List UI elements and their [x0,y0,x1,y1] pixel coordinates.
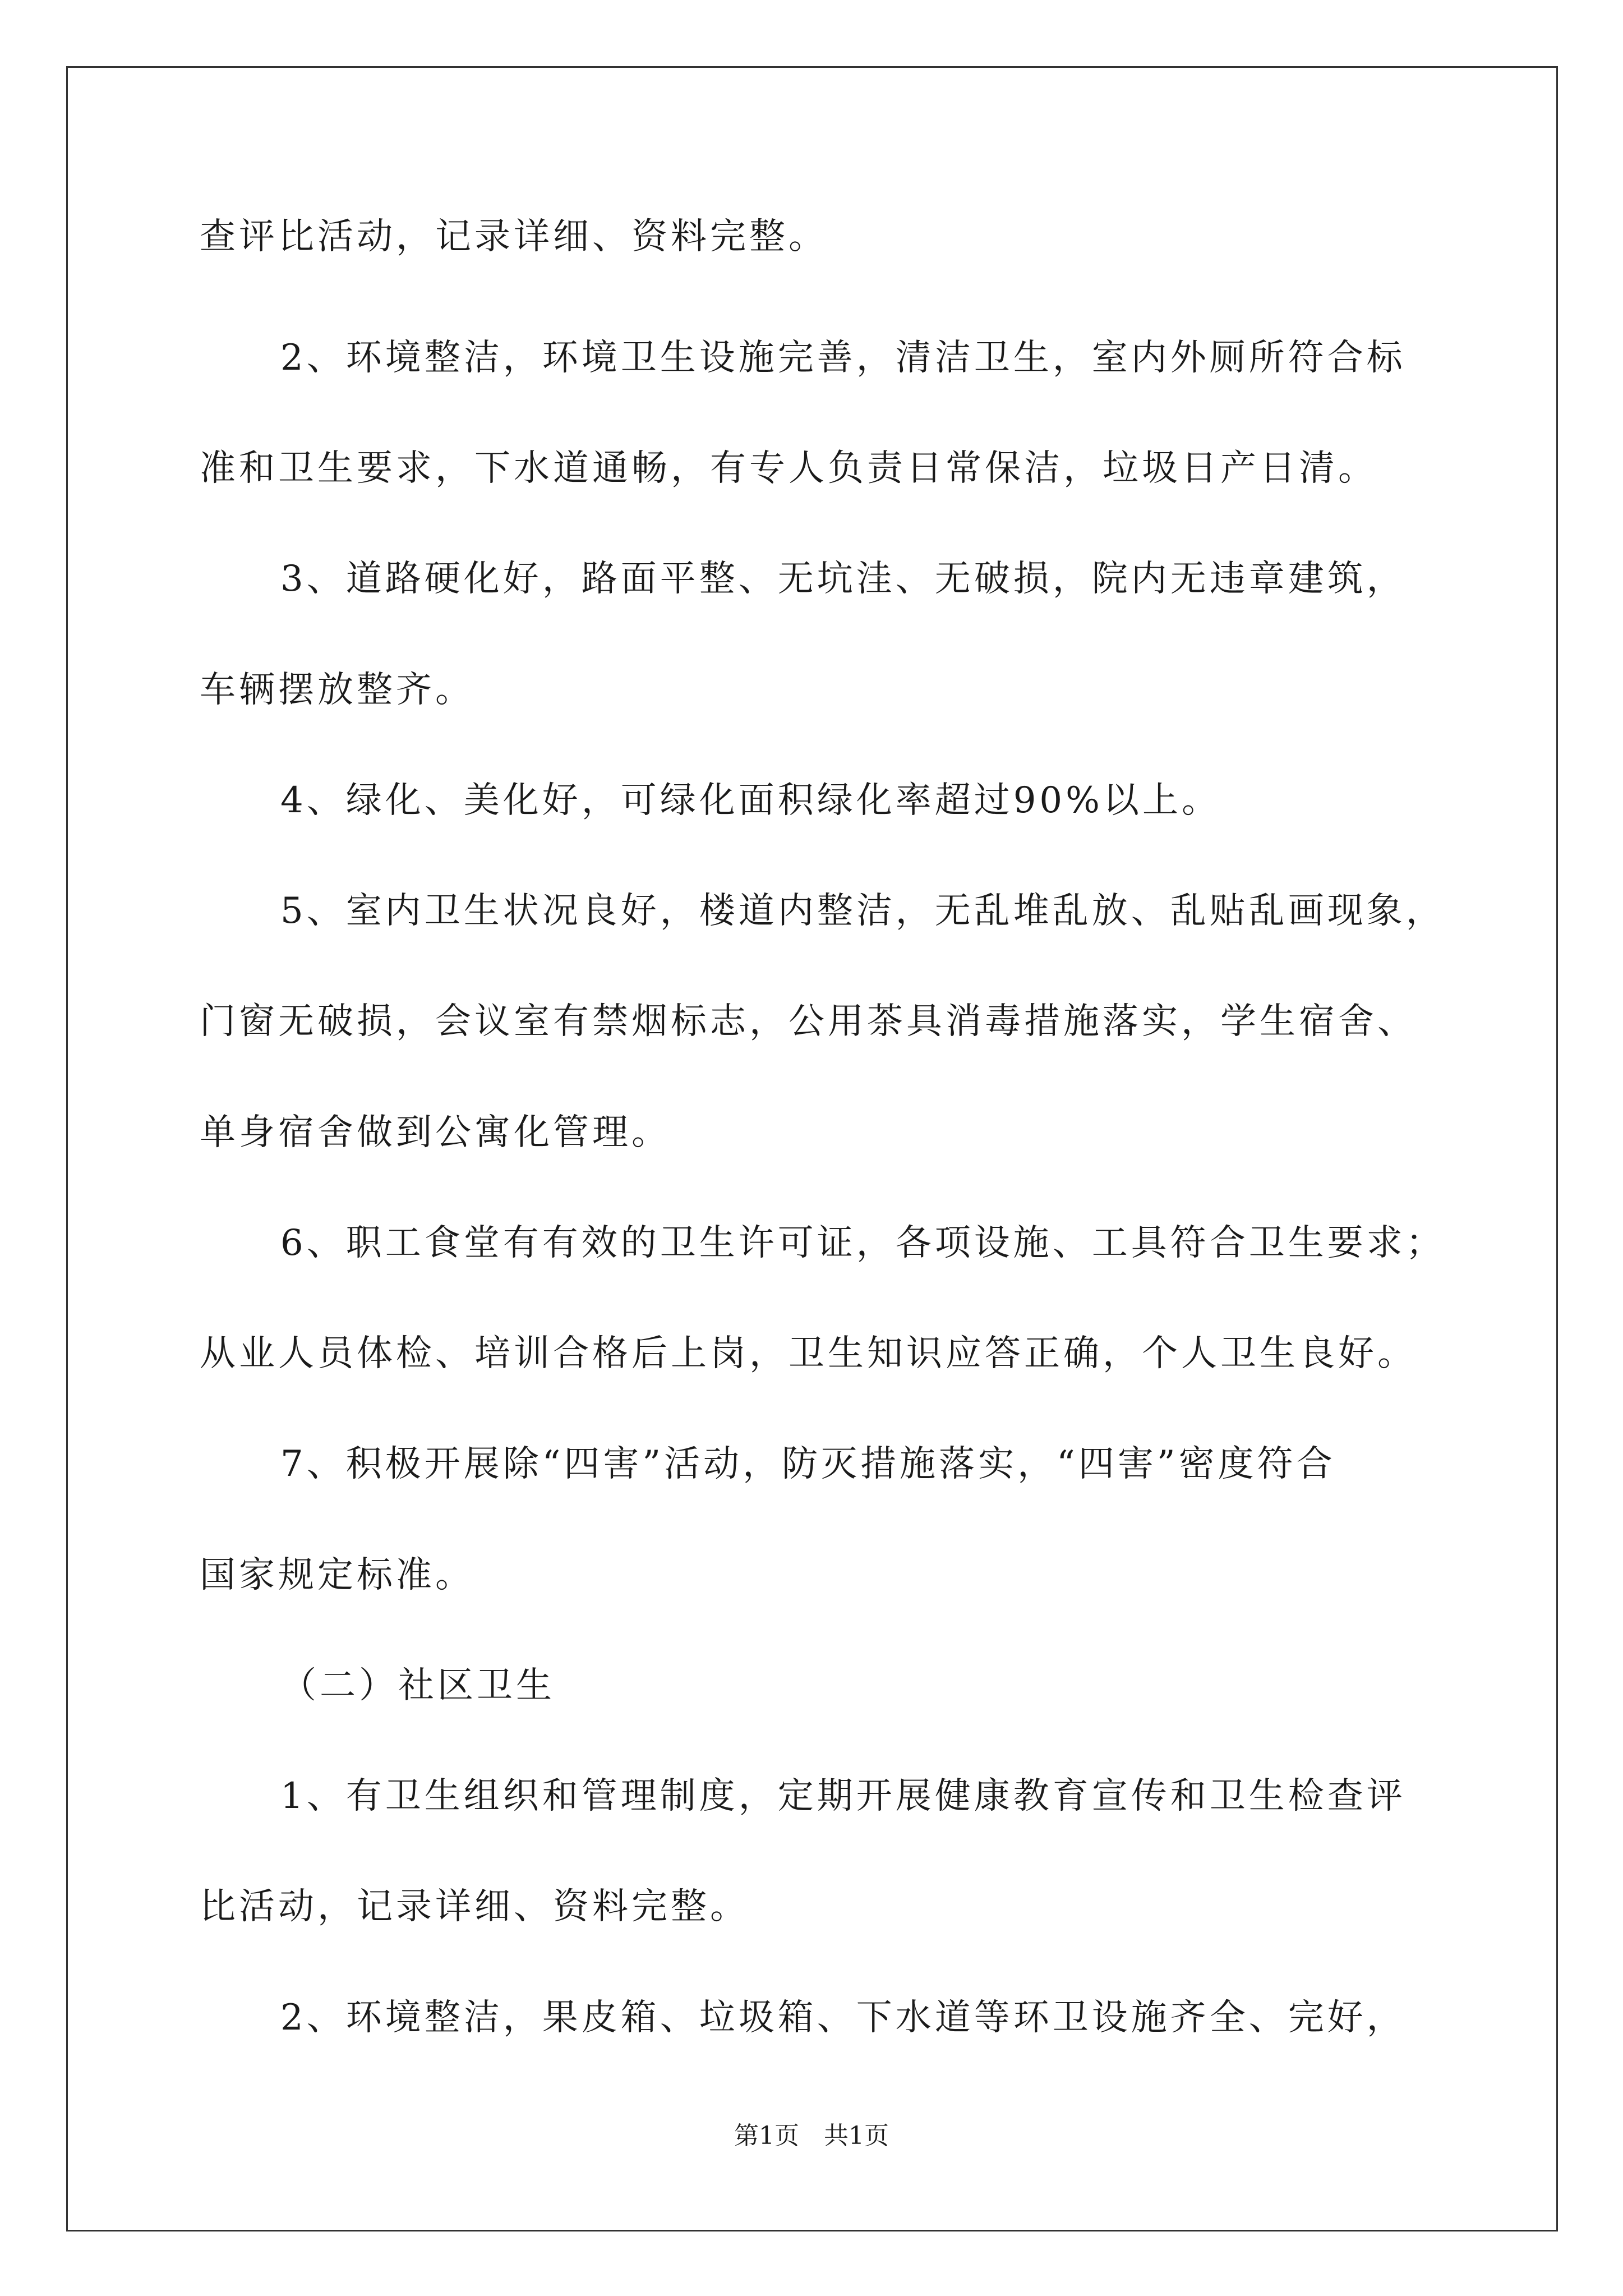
body-line-8: 门窗无破损，会议室有禁烟标志，公用茶具消毒措施落实，学生宿舍、 [200,1001,1417,1042]
body-line-1: 查评比活动，记录详细、资料完整。 [200,216,828,257]
body-line-4: 3、道路硬化好，路面平整、无坑洼、无破损，院内无违章建筑， [280,558,1406,600]
body-line-10: 6、职工食堂有有效的卫生许可证，各项设施、工具符合卫生要求； [280,1222,1445,1264]
body-line-16: 比活动，记录详细、资料完整。 [200,1886,749,1927]
body-line-11: 从业人员体检、培训合格后上岗，卫生知识应答正确，个人卫生良好。 [200,1333,1417,1374]
body-line-12: 7、积极开展除“四害”活动，防灭措施落实，“四害”密度符合 [280,1443,1336,1485]
body-line-13: 国家规定标准。 [200,1554,474,1596]
body-line-5: 车辆摆放整齐。 [200,669,474,711]
body-line-7: 5、室内卫生状况良好，楼道内整洁，无乱堆乱放、乱贴乱画现象， [280,890,1445,932]
body-line-15: 1、有卫生组织和管理制度，定期开展健康教育宣传和卫生检查评 [280,1775,1406,1817]
body-line-6: 4、绿化、美化好，可绿化面积绿化率超过90%以上。 [280,780,1221,821]
body-line-3: 准和卫生要求，下水道通畅，有专人负责日常保洁，垃圾日产日清。 [200,448,1377,489]
page-footer: 第1页 共1页 [734,2122,889,2150]
body-line-17: 2、环境整洁，果皮箱、垃圾箱、下水道等环卫设施齐全、完好， [280,1997,1406,2039]
body-line-9: 单身宿舍做到公寓化管理。 [200,1112,671,1153]
body-line-2: 2、环境整洁，环境卫生设施完善，清洁卫生，室内外厕所符合标 [280,337,1406,379]
section-heading: （二）社区卫生 [280,1665,555,1706]
